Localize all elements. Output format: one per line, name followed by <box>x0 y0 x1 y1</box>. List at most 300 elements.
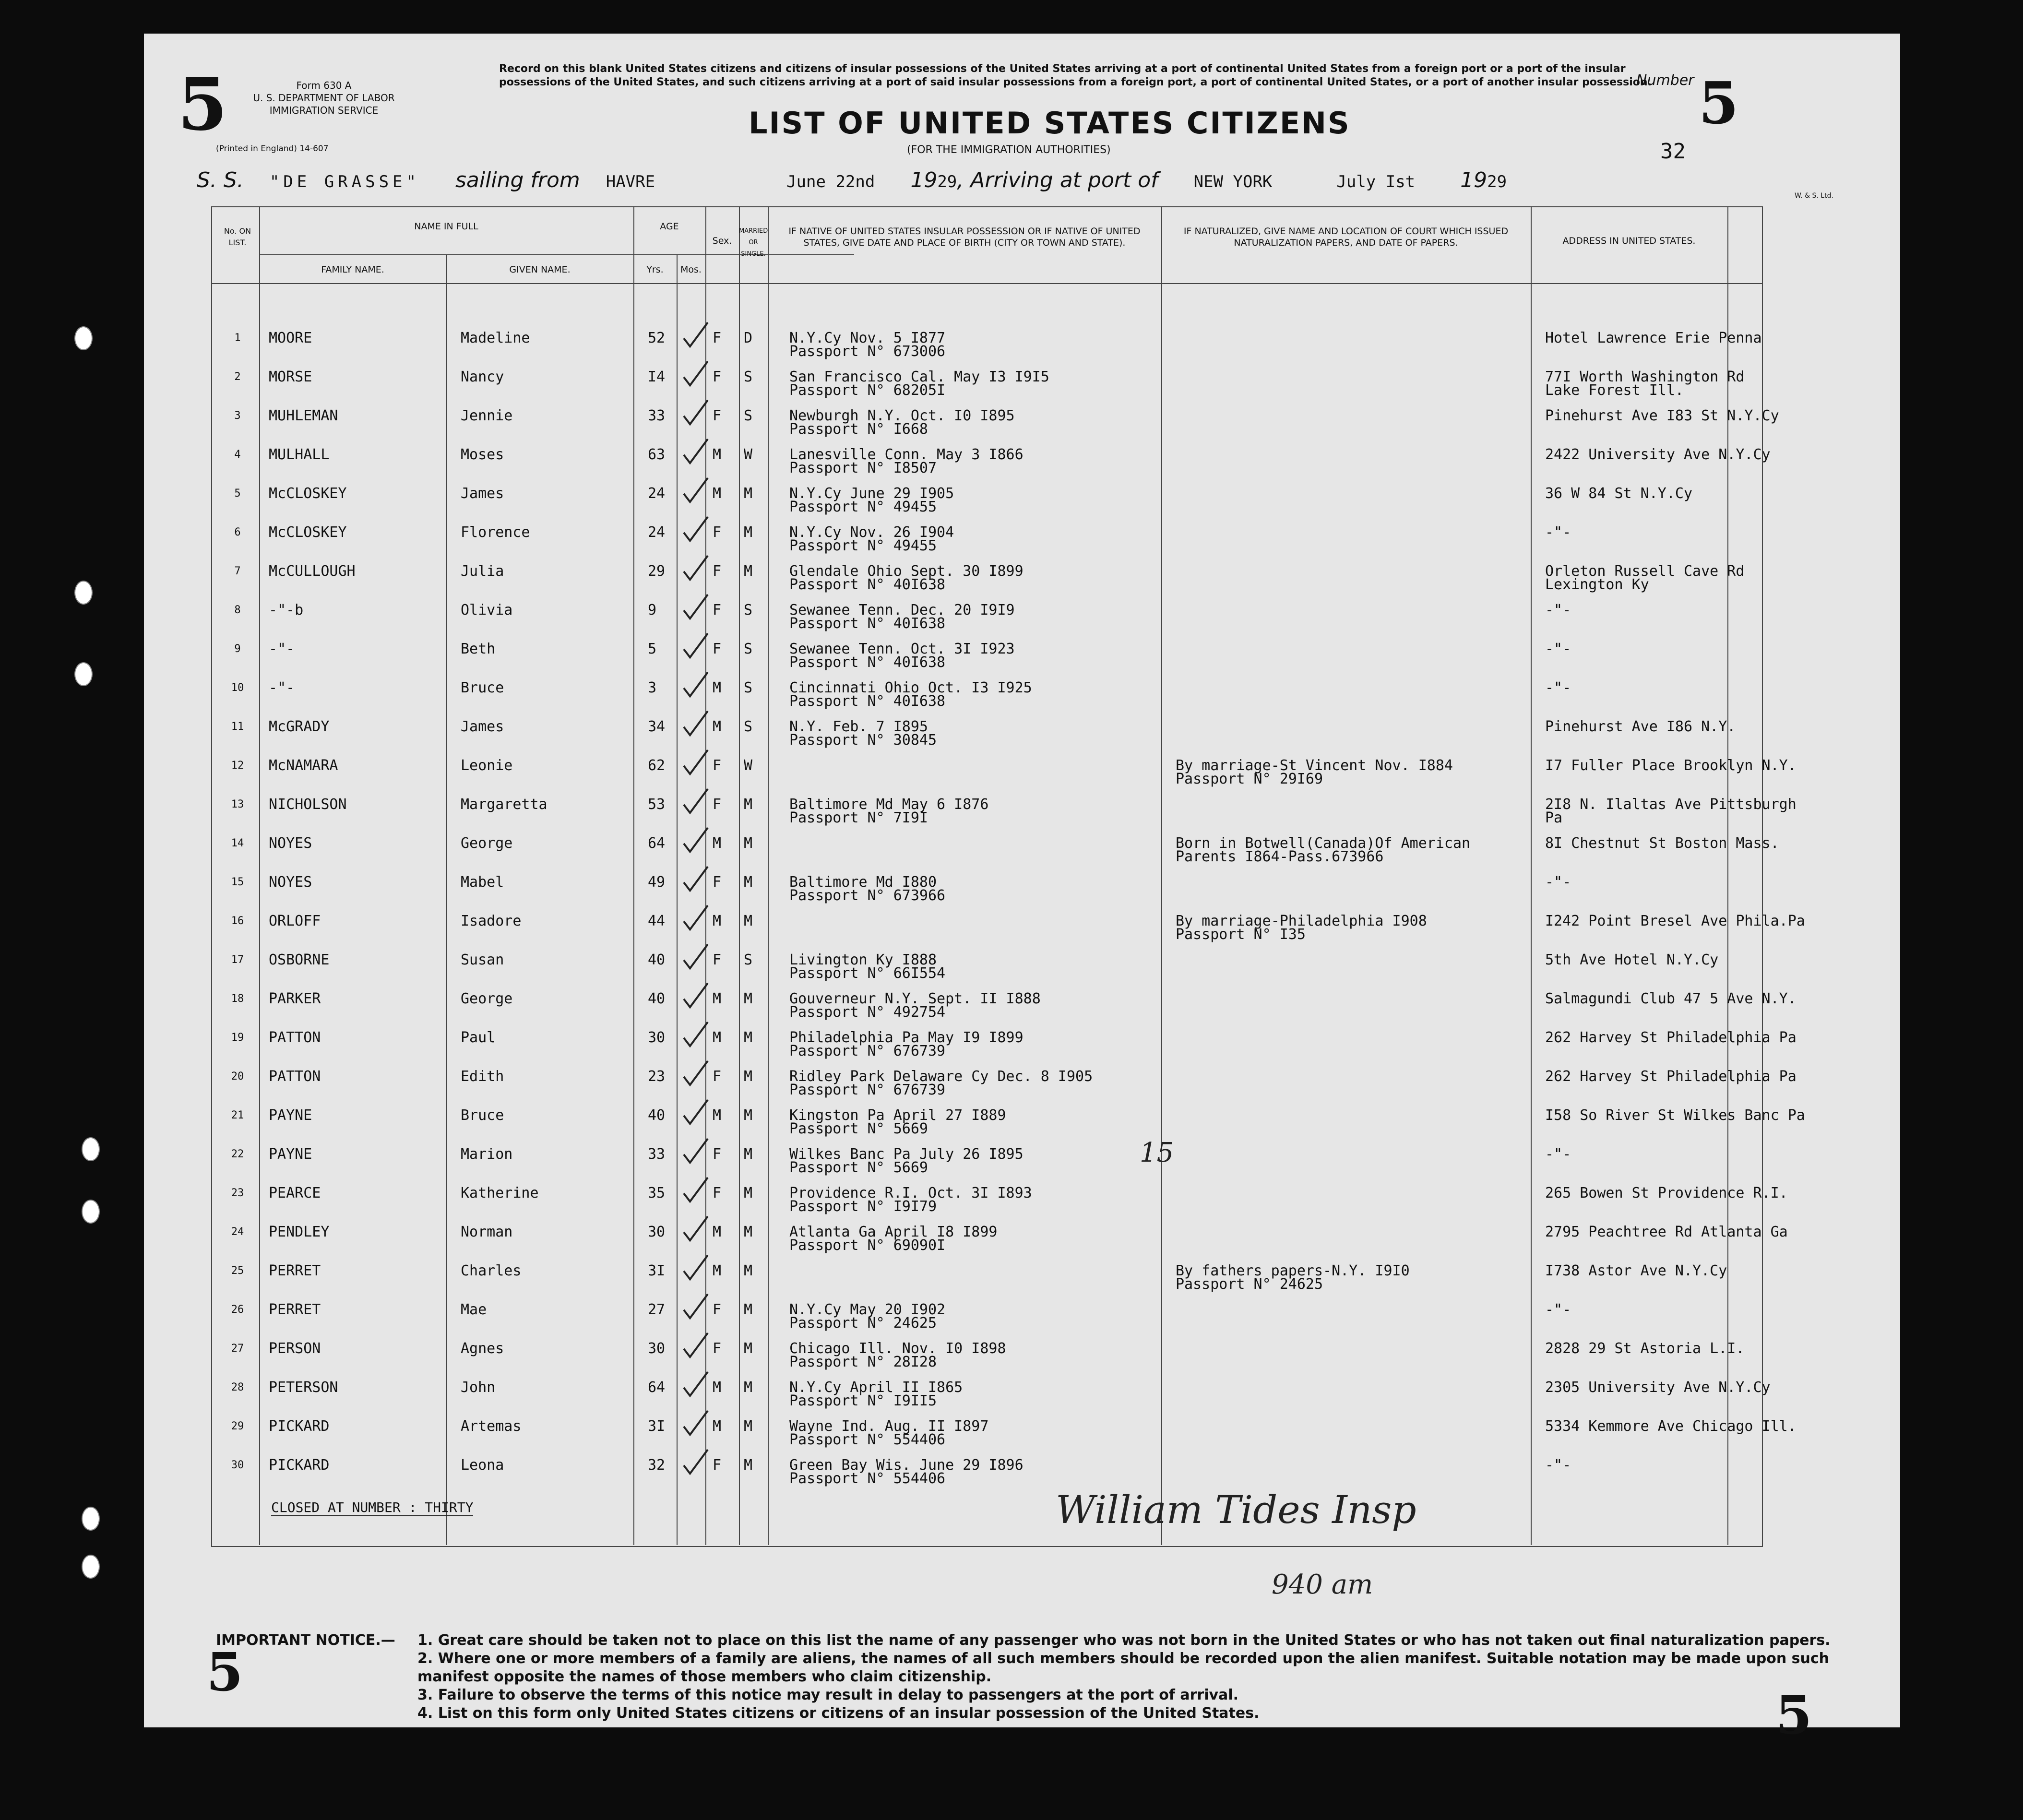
manifest-sheet <box>144 34 1900 1746</box>
departure-port: HAVRE <box>606 172 655 191</box>
birth-place-date: N.Y.Cy Nov. 5 I877 <box>789 330 946 346</box>
marital-status: S <box>744 641 753 657</box>
marital-status: S <box>744 952 753 968</box>
binder-hole <box>82 1507 100 1531</box>
binder-hole <box>74 581 93 605</box>
birth-place-date: Atlanta Ga April I8 I899 <box>789 1224 998 1240</box>
age: 40 <box>648 952 666 968</box>
given-name: Leonie <box>461 757 513 774</box>
binder-hole <box>82 1555 100 1579</box>
time-annotation: 940 am <box>1272 1569 1373 1600</box>
age: 34 <box>648 718 666 735</box>
birth-place-date: Green Bay Wis. June 29 I896 <box>789 1457 1023 1474</box>
check-mark-icon <box>681 399 710 428</box>
marital-status: W <box>744 446 753 463</box>
header-mos: Mos. <box>680 264 702 275</box>
form-number: Form 630 A <box>296 80 352 91</box>
sex: F <box>713 1068 722 1085</box>
passport-number: Passport N° 40I638 <box>789 693 946 710</box>
birth-place-date: N.Y. Feb. 7 I895 <box>789 718 928 735</box>
given-name: James <box>461 718 504 735</box>
birth-place-date: Gouverneur N.Y. Sept. II I888 <box>789 990 1041 1007</box>
address-line-1: 262 Harvey St Philadelphia Pa <box>1545 1068 1797 1085</box>
service: IMMIGRATION SERVICE <box>269 105 379 116</box>
family-name: PERRET <box>269 1301 321 1318</box>
check-mark-icon <box>681 1138 710 1166</box>
address-line-1: -"- <box>1545 1146 1571 1163</box>
naturalization-detail: By fathers papers-N.Y. I9I0 <box>1176 1262 1410 1279</box>
address-line-1: I7 Fuller Place Brooklyn N.Y. <box>1545 757 1797 774</box>
address-line-2: Lexington Ky <box>1545 576 1649 593</box>
naturalization-passport: Passport N° I35 <box>1176 926 1306 943</box>
given-name: Julia <box>461 563 504 580</box>
birth-place-date: Wayne Ind. Aug. II I897 <box>789 1418 989 1435</box>
row-number: 9 <box>234 643 241 655</box>
birth-place-date: Providence R.I. Oct. 3I I893 <box>789 1185 1032 1201</box>
address-line-1: 8I Chestnut St Boston Mass. <box>1545 835 1779 852</box>
age: 5 <box>648 641 657 657</box>
check-mark-icon <box>681 1021 710 1050</box>
passport-number: Passport N° I9II5 <box>789 1392 937 1409</box>
given-name: Paul <box>461 1029 496 1046</box>
check-mark-icon <box>681 1293 710 1322</box>
given-name: Moses <box>461 446 504 463</box>
address-line-1: I242 Point Bresel Ave Phila.Pa <box>1545 913 1805 929</box>
birth-place-date: Kingston Pa April 27 I889 <box>789 1107 1006 1124</box>
sex: F <box>713 1340 722 1357</box>
family-name: MORSE <box>269 369 312 385</box>
naturalization-passport: Passport N° 29I69 <box>1176 771 1323 787</box>
marital-status: M <box>744 485 753 502</box>
header-sex: Sex. <box>712 236 732 246</box>
row-number: 24 <box>231 1226 244 1238</box>
age: 40 <box>648 1107 666 1124</box>
binder-hole <box>74 662 93 686</box>
row-number: 30 <box>231 1459 244 1471</box>
naturalization-passport: Parents I864-Pass.673966 <box>1176 848 1384 865</box>
ss-label: S. S. <box>197 168 244 192</box>
address-line-1: -"- <box>1545 1301 1571 1318</box>
sex: F <box>713 369 722 385</box>
row-number: 3 <box>234 410 241 422</box>
age: 9 <box>648 602 657 619</box>
birth-place-date: N.Y.Cy June 29 I905 <box>789 485 954 502</box>
arrival-port: NEW YORK <box>1193 172 1273 191</box>
sex: M <box>713 1224 722 1240</box>
passport-number: Passport N° 68205I <box>789 382 946 399</box>
sex: F <box>713 952 722 968</box>
sex: M <box>713 1379 722 1396</box>
row-number: 8 <box>234 604 241 616</box>
marital-status: M <box>744 1224 753 1240</box>
arrival-date: July Ist <box>1336 172 1416 191</box>
age: 30 <box>648 1224 666 1240</box>
marital-status: M <box>744 524 753 541</box>
birth-place-date: Sewanee Tenn. Dec. 20 I9I9 <box>789 602 1015 619</box>
header-no: No. ON LIST. <box>224 226 251 247</box>
header-naturalized: IF NATURALIZED, GIVE NAME AND LOCATION OF COURT WHICH ISSUED NATURALIZATION PAPERS, AND DATE OF PAPERS. <box>1183 226 1509 248</box>
check-mark-icon <box>681 632 710 661</box>
binder-hole <box>82 1200 100 1224</box>
check-mark-icon <box>681 710 710 739</box>
marital-status: M <box>744 913 753 929</box>
check-mark-icon <box>681 943 710 972</box>
row-number: 17 <box>231 954 244 966</box>
naturalization-passport: Passport N° 24625 <box>1176 1276 1323 1293</box>
header-married: MARRIED OR SINGLE. <box>739 227 768 258</box>
given-name: Nancy <box>461 369 504 385</box>
address-line-1: I738 Astor Ave N.Y.Cy <box>1545 1262 1727 1279</box>
inspector-signature: William Tides Insp <box>1056 1487 1416 1532</box>
birth-place-date: Wilkes Banc Pa July 26 I895 <box>789 1146 1023 1163</box>
birth-place-date: San Francisco Cal. May I3 I9I5 <box>789 369 1049 385</box>
given-name: Bruce <box>461 679 504 696</box>
birth-place-date: Lanesville Conn. May 3 I866 <box>789 446 1023 463</box>
check-mark-icon <box>681 788 710 817</box>
sex: F <box>713 330 722 346</box>
family-name: PAYNE <box>269 1146 312 1163</box>
age: 64 <box>648 1379 666 1396</box>
row-number: 25 <box>231 1265 244 1277</box>
address-line-1: Orleton Russell Cave Rd <box>1545 563 1745 580</box>
given-name: Charles <box>461 1262 522 1279</box>
marital-status: M <box>744 1418 753 1435</box>
passport-number: Passport N° I668 <box>789 421 928 438</box>
given-name: Mabel <box>461 874 504 891</box>
given-name: Margaretta <box>461 796 547 813</box>
important-notice <box>216 1631 1886 1723</box>
number-value: 5 <box>1699 70 1739 137</box>
passport-number: Passport N° 40I638 <box>789 615 946 632</box>
sex: F <box>713 757 722 774</box>
family-name: MOORE <box>269 330 312 346</box>
given-name: Olivia <box>461 602 513 619</box>
row-number: 16 <box>231 915 244 927</box>
departure-year: 29 <box>937 172 957 191</box>
passport-number: Passport N° 673006 <box>789 343 946 360</box>
family-name: ORLOFF <box>269 913 321 929</box>
check-mark-icon <box>681 438 710 467</box>
family-name: MUHLEMAN <box>269 407 338 424</box>
family-name: NOYES <box>269 835 312 852</box>
passport-number: Passport N° 7I9I <box>789 809 928 826</box>
birth-place-date: Baltimore Md May 6 I876 <box>789 796 989 813</box>
age: 62 <box>648 757 666 774</box>
age: 3I <box>648 1418 666 1435</box>
check-mark-icon <box>681 594 710 622</box>
age: 30 <box>648 1340 666 1357</box>
row-number: 13 <box>231 798 244 810</box>
family-name: -"-b <box>269 602 304 619</box>
family-name: MULHALL <box>269 446 330 463</box>
page-number-left: 5 <box>178 62 228 147</box>
sex: M <box>713 1029 722 1046</box>
binder-hole <box>74 326 93 350</box>
sex: M <box>713 1107 722 1124</box>
age: I4 <box>648 369 666 385</box>
family-name: -"- <box>269 641 295 657</box>
sex: F <box>713 524 722 541</box>
check-mark-icon <box>681 1060 710 1089</box>
sex: F <box>713 1457 722 1474</box>
row-number: 22 <box>231 1148 244 1160</box>
header-name-full: NAME IN FULL <box>414 221 478 232</box>
sex: F <box>713 1185 722 1201</box>
family-name: McCLOSKEY <box>269 524 347 541</box>
given-name: George <box>461 990 513 1007</box>
voyage-line: S. S. "DE GRASSE" sailing from HAVRE June 22nd 1929, Arriving at port of NEW YORK July Ist 1929 <box>197 168 1507 192</box>
notice-item-1: 1. Great care should be taken not to place on this list the name of any passenger who was not born in the United States or who has not taken out final naturalization papers. <box>417 1632 1831 1649</box>
passport-number: Passport N° 30845 <box>789 732 937 749</box>
age: 44 <box>648 913 666 929</box>
passport-number: Passport N° 66I554 <box>789 965 946 982</box>
year-correction: 32 <box>1660 139 1686 164</box>
departure-date: June 22nd <box>786 172 875 191</box>
family-name: -"- <box>269 679 295 696</box>
check-mark-icon <box>681 1177 710 1205</box>
family-name: PENDLEY <box>269 1224 330 1240</box>
passport-number: Passport N° 554406 <box>789 1431 946 1448</box>
passport-number: Passport N° 554406 <box>789 1470 946 1487</box>
family-name: PATTON <box>269 1029 321 1046</box>
sex: M <box>713 718 722 735</box>
family-name: McCULLOUGH <box>269 563 356 580</box>
given-name: Edith <box>461 1068 504 1085</box>
age: 33 <box>648 1146 666 1163</box>
row-number: 11 <box>231 721 244 733</box>
row-number: 27 <box>231 1343 244 1355</box>
sailing-label: sailing from <box>455 168 580 192</box>
check-mark-icon <box>681 671 710 700</box>
marital-status: S <box>744 718 753 735</box>
passport-number: Passport N° I8507 <box>789 460 937 476</box>
age: 24 <box>648 524 666 541</box>
row-number: 29 <box>231 1420 244 1432</box>
family-name: McGRADY <box>269 718 330 735</box>
marital-status: S <box>744 369 753 385</box>
header-address: ADDRESS IN UNITED STATES. <box>1562 236 1696 246</box>
address-line-1: 262 Harvey St Philadelphia Pa <box>1545 1029 1797 1046</box>
family-name: PATTON <box>269 1068 321 1085</box>
address-line-1: 2422 University Ave N.Y.Cy <box>1545 446 1771 463</box>
notice-item-2: 2. Where one or more members of a family are aliens, the names of all such members should be recorded upon the alien manifest. Suitable notation may be made upon such manifest opposite the names of those members who claim citizenship. <box>417 1650 1830 1685</box>
family-name: PEARCE <box>269 1185 321 1201</box>
given-name: Susan <box>461 952 504 968</box>
marital-status: M <box>744 990 753 1007</box>
form-id <box>245 79 403 117</box>
address-line-1: I58 So River St Wilkes Banc Pa <box>1545 1107 1805 1124</box>
passport-number: Passport N° 676739 <box>789 1082 946 1098</box>
check-mark-icon <box>681 555 710 583</box>
check-mark-icon <box>681 827 710 856</box>
address-line-1: -"- <box>1545 679 1571 696</box>
age: 35 <box>648 1185 666 1201</box>
passport-number: Passport N° 5669 <box>789 1120 928 1137</box>
family-name: PAYNE <box>269 1107 312 1124</box>
address-line-1: 5th Ave Hotel N.Y.Cy <box>1545 952 1719 968</box>
birth-place-date: Cincinnati Ohio Oct. I3 I925 <box>789 679 1032 696</box>
record-note: Record on this blank United States citizens and citizens of insular possessions of the United States arriving at a port of continental United States from a foreign port or a port of the insular possessions of the United States, and such citizens arriving at a port of said insular possessions from a foreign port, a port of continental United States, or a port of another insular possession. <box>499 63 1652 88</box>
given-name: Madeline <box>461 330 530 346</box>
birth-place-date: Philadelphia Pa May I9 I899 <box>789 1029 1023 1046</box>
age: 49 <box>648 874 666 891</box>
margin-annotation: 15 <box>1140 1137 1174 1168</box>
age: 63 <box>648 446 666 463</box>
given-name: Isadore <box>461 913 522 929</box>
notice-label: IMPORTANT NOTICE.— <box>216 1632 395 1649</box>
given-name: Agnes <box>461 1340 504 1357</box>
check-mark-icon <box>681 516 710 545</box>
row-number: 6 <box>234 526 241 538</box>
notice-item-4: 4. List on this form only United States citizens or citizens of an insular possession of the United States. <box>417 1705 1260 1722</box>
age: 24 <box>648 485 666 502</box>
given-name: Bruce <box>461 1107 504 1124</box>
header-given: GIVEN NAME. <box>509 264 571 275</box>
given-name: George <box>461 835 513 852</box>
sex: F <box>713 1301 722 1318</box>
family-name: NICHOLSON <box>269 796 347 813</box>
marital-status: M <box>744 1457 753 1474</box>
header-rule <box>211 283 1762 284</box>
address-line-1: 36 W 84 St N.Y.Cy <box>1545 485 1693 502</box>
marital-status: M <box>744 1185 753 1201</box>
address-line-1: 2828 29 St Astoria L.I. <box>1545 1340 1745 1357</box>
sex: M <box>713 990 722 1007</box>
age: 3 <box>648 679 657 696</box>
printer-mark: W. & S. Ltd. <box>1795 192 1833 200</box>
given-name: Norman <box>461 1224 513 1240</box>
check-mark-icon <box>681 904 710 933</box>
address-line-2: Pa <box>1545 809 1563 826</box>
check-mark-icon <box>681 1215 710 1244</box>
family-name: NOYES <box>269 874 312 891</box>
given-name: Marion <box>461 1146 513 1163</box>
age: 64 <box>648 835 666 852</box>
passport-number: Passport N° 28I28 <box>789 1354 937 1370</box>
address-line-1: 265 Bowen St Providence R.I. <box>1545 1185 1788 1201</box>
row-number: 7 <box>234 565 241 577</box>
passport-number: Passport N° 49455 <box>789 499 937 515</box>
birth-place-date: Ridley Park Delaware Cy Dec. 8 I905 <box>789 1068 1093 1085</box>
family-name: PETERSON <box>269 1379 338 1396</box>
marital-status: M <box>744 1379 753 1396</box>
naturalization-detail: By marriage-Philadelphia I908 <box>1176 913 1427 929</box>
check-mark-icon <box>681 477 710 506</box>
marital-status: W <box>744 757 753 774</box>
given-name: Leona <box>461 1457 504 1474</box>
marital-status: M <box>744 1340 753 1357</box>
sex: M <box>713 913 722 929</box>
check-mark-icon <box>681 321 710 350</box>
row-number: 19 <box>231 1032 244 1044</box>
sex: F <box>713 641 722 657</box>
address-line-1: -"- <box>1545 1457 1571 1474</box>
number-label: Number <box>1636 72 1694 89</box>
marital-status: M <box>744 1301 753 1318</box>
passport-number: Passport N° 24625 <box>789 1315 937 1332</box>
marital-status: M <box>744 1029 753 1046</box>
passport-number: Passport N° 492754 <box>789 1004 946 1021</box>
age: 23 <box>648 1068 666 1085</box>
address-line-1: Pinehurst Ave I86 N.Y. <box>1545 718 1736 735</box>
binder-hole <box>82 1137 100 1161</box>
age: 27 <box>648 1301 666 1318</box>
year-prefix: 19 <box>910 168 938 192</box>
naturalization-detail: Born in Botwell(Canada)Of American <box>1176 835 1471 852</box>
address-line-1: -"- <box>1545 641 1571 657</box>
marital-status: M <box>744 1107 753 1124</box>
check-mark-icon <box>681 749 710 778</box>
address-line-1: Salmagundi Club 47 5 Ave N.Y. <box>1545 990 1797 1007</box>
given-name: James <box>461 485 504 502</box>
sex: F <box>713 602 722 619</box>
age: 32 <box>648 1457 666 1474</box>
sex: F <box>713 563 722 580</box>
sex: F <box>713 407 722 424</box>
age: 52 <box>648 330 666 346</box>
row-number: 15 <box>231 876 244 888</box>
family-name: McCLOSKEY <box>269 485 347 502</box>
row-number: 18 <box>231 993 244 1005</box>
row-number: 23 <box>231 1187 244 1199</box>
marital-status: S <box>744 602 753 619</box>
age: 40 <box>648 990 666 1007</box>
marital-status: M <box>744 1262 753 1279</box>
check-mark-icon <box>681 1099 710 1128</box>
given-name: Katherine <box>461 1185 539 1201</box>
sex: M <box>713 835 722 852</box>
given-name: Mae <box>461 1301 487 1318</box>
birth-place-date: Chicago Ill. Nov. I0 I898 <box>789 1340 1006 1357</box>
birth-place-date: N.Y.Cy Nov. 26 I904 <box>789 524 954 541</box>
age: 3I <box>648 1262 666 1279</box>
row-number: 28 <box>231 1381 244 1393</box>
birth-place-date: Livington Ky I888 <box>789 952 937 968</box>
family-name: PERSON <box>269 1340 321 1357</box>
passport-number: Passport N° 49455 <box>789 537 937 554</box>
address-line-2: Lake Forest Ill. <box>1545 382 1684 399</box>
arrival-year: 29 <box>1487 172 1507 191</box>
check-mark-icon <box>681 360 710 389</box>
family-name: PARKER <box>269 990 321 1007</box>
sex: M <box>713 485 722 502</box>
row-number: 4 <box>234 449 241 461</box>
age: 29 <box>648 563 666 580</box>
department: U. S. DEPARTMENT OF LABOR <box>253 92 395 104</box>
sex: M <box>713 679 722 696</box>
address-line-1: 2795 Peachtree Rd Atlanta Ga <box>1545 1224 1788 1240</box>
marital-status: M <box>744 874 753 891</box>
check-mark-icon <box>681 1410 710 1439</box>
marital-status: D <box>744 330 753 346</box>
sex: M <box>713 1262 722 1279</box>
page-number-bottom-left: 5 <box>206 1641 243 1703</box>
closed-at-number: CLOSED AT NUMBER : THIRTY <box>271 1499 474 1515</box>
marital-status: M <box>744 796 753 813</box>
address-line-1: -"- <box>1545 874 1571 891</box>
ship-name: "DE GRASSE" <box>269 172 420 191</box>
sex: F <box>713 874 722 891</box>
row-number: 14 <box>231 837 244 849</box>
age: 33 <box>648 407 666 424</box>
address-line-1: -"- <box>1545 602 1571 619</box>
marital-status: M <box>744 563 753 580</box>
check-mark-icon <box>681 1254 710 1283</box>
row-number: 10 <box>231 682 244 694</box>
given-name: Jennie <box>461 407 513 424</box>
row-number: 1 <box>234 332 241 344</box>
passport-number: Passport N° 40I638 <box>789 576 946 593</box>
